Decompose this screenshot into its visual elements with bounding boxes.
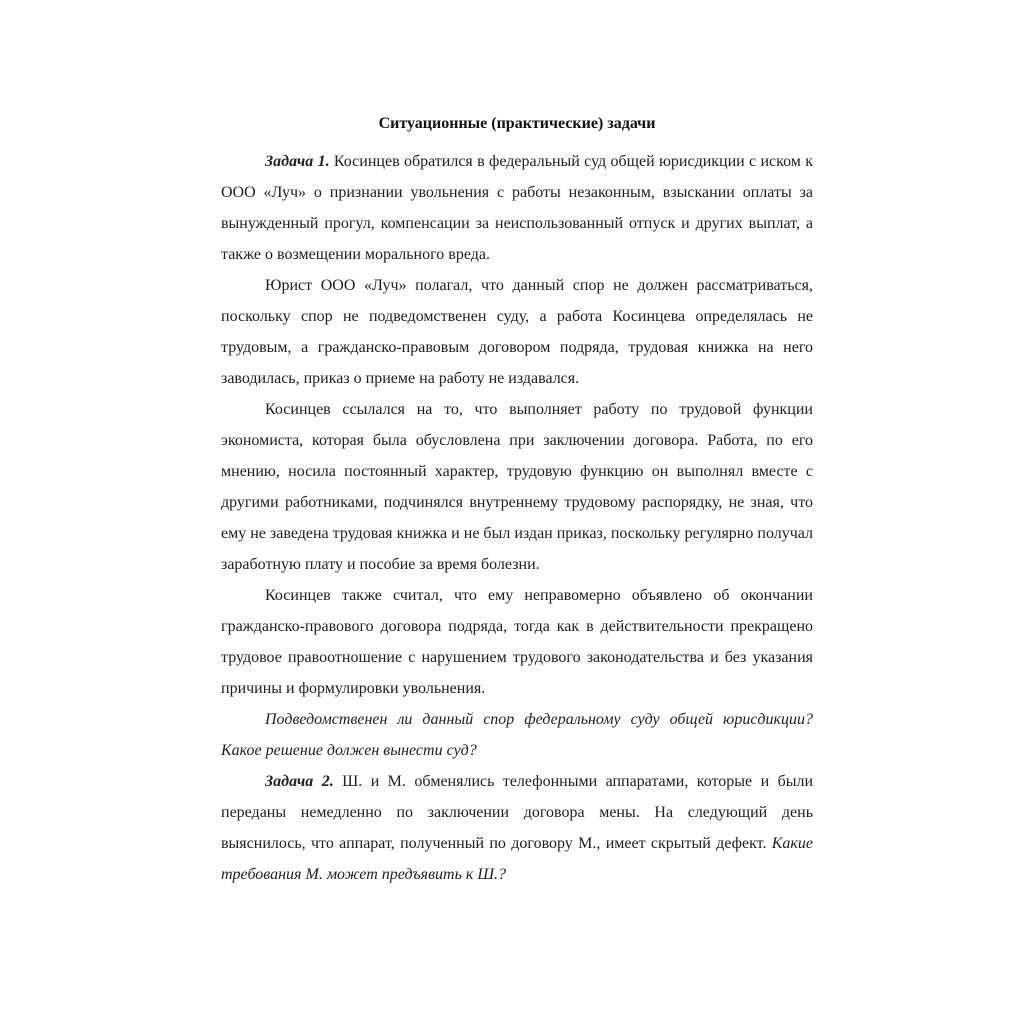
task1-text-1: Косинцев обратился в федеральный суд общей юрисдикции с иском к ООО «Луч» о признании увольнения с работы незаконным, взыскании оплаты за вынужденный прогул, компенсации за неиспользованный отпуск и других выплат, а также о возмещении морального вреда.: [221, 153, 814, 263]
task2-paragraph: [221, 766, 813, 890]
task2-text: Ш. и М. обменялись телефонными аппаратами, которые и были переданы немедленно по заключении договора мены. На следующий день выяснилось, что аппарат, полученный по договору М., имеет скрытый дефект.: [221, 773, 814, 852]
task1-paragraph-2: Юрист ООО «Луч» полагал, что данный спор не должен рассматриваться, поскольку спор не подведомственен суду, а работа Косинцева определялась не трудовым, а гражданско-правовым договором подряда, трудовая книжка на него заводилась, приказ о приеме на работу не издавался.: [221, 277, 813, 387]
document-title: Ситуационные (практические) задачи: [378, 115, 656, 132]
task1-label: Задача 1.: [265, 153, 330, 170]
task2-label: Задача 2.: [265, 773, 334, 790]
task1-question: Подведомственен ли данный спор федеральному суду общей юрисдикции? Какое решение должен вынести суд?: [221, 711, 813, 759]
task1-paragraph-3: Косинцев ссылался на то, что выполняет работу по трудовой функции экономиста, которая была обусловлена при заключении договора. Работа, по его мнению, носила постоянный характер, трудовую функцию он выполнял вместе с другими работниками, подчинялся внутреннему трудовому распорядку, не зная, что ему не заведена трудовая книжка и не был издан приказ, поскольку регулярно получал заработную плату и пособие за время болезни.: [221, 401, 813, 573]
task1-paragraph-4: Косинцев также считал, что ему неправомерно объявлено об окончании гражданско-правового договора подряда, тогда как в действительности прекращено трудовое правоотношение с нарушением трудового законодательства и без указания причины и формулировки увольнения.: [221, 587, 813, 697]
document-page: [221, 108, 813, 890]
task2-question: Какие требования М. может предъявить к Ш.?: [221, 835, 813, 883]
task1-paragraph-1: [221, 146, 813, 270]
